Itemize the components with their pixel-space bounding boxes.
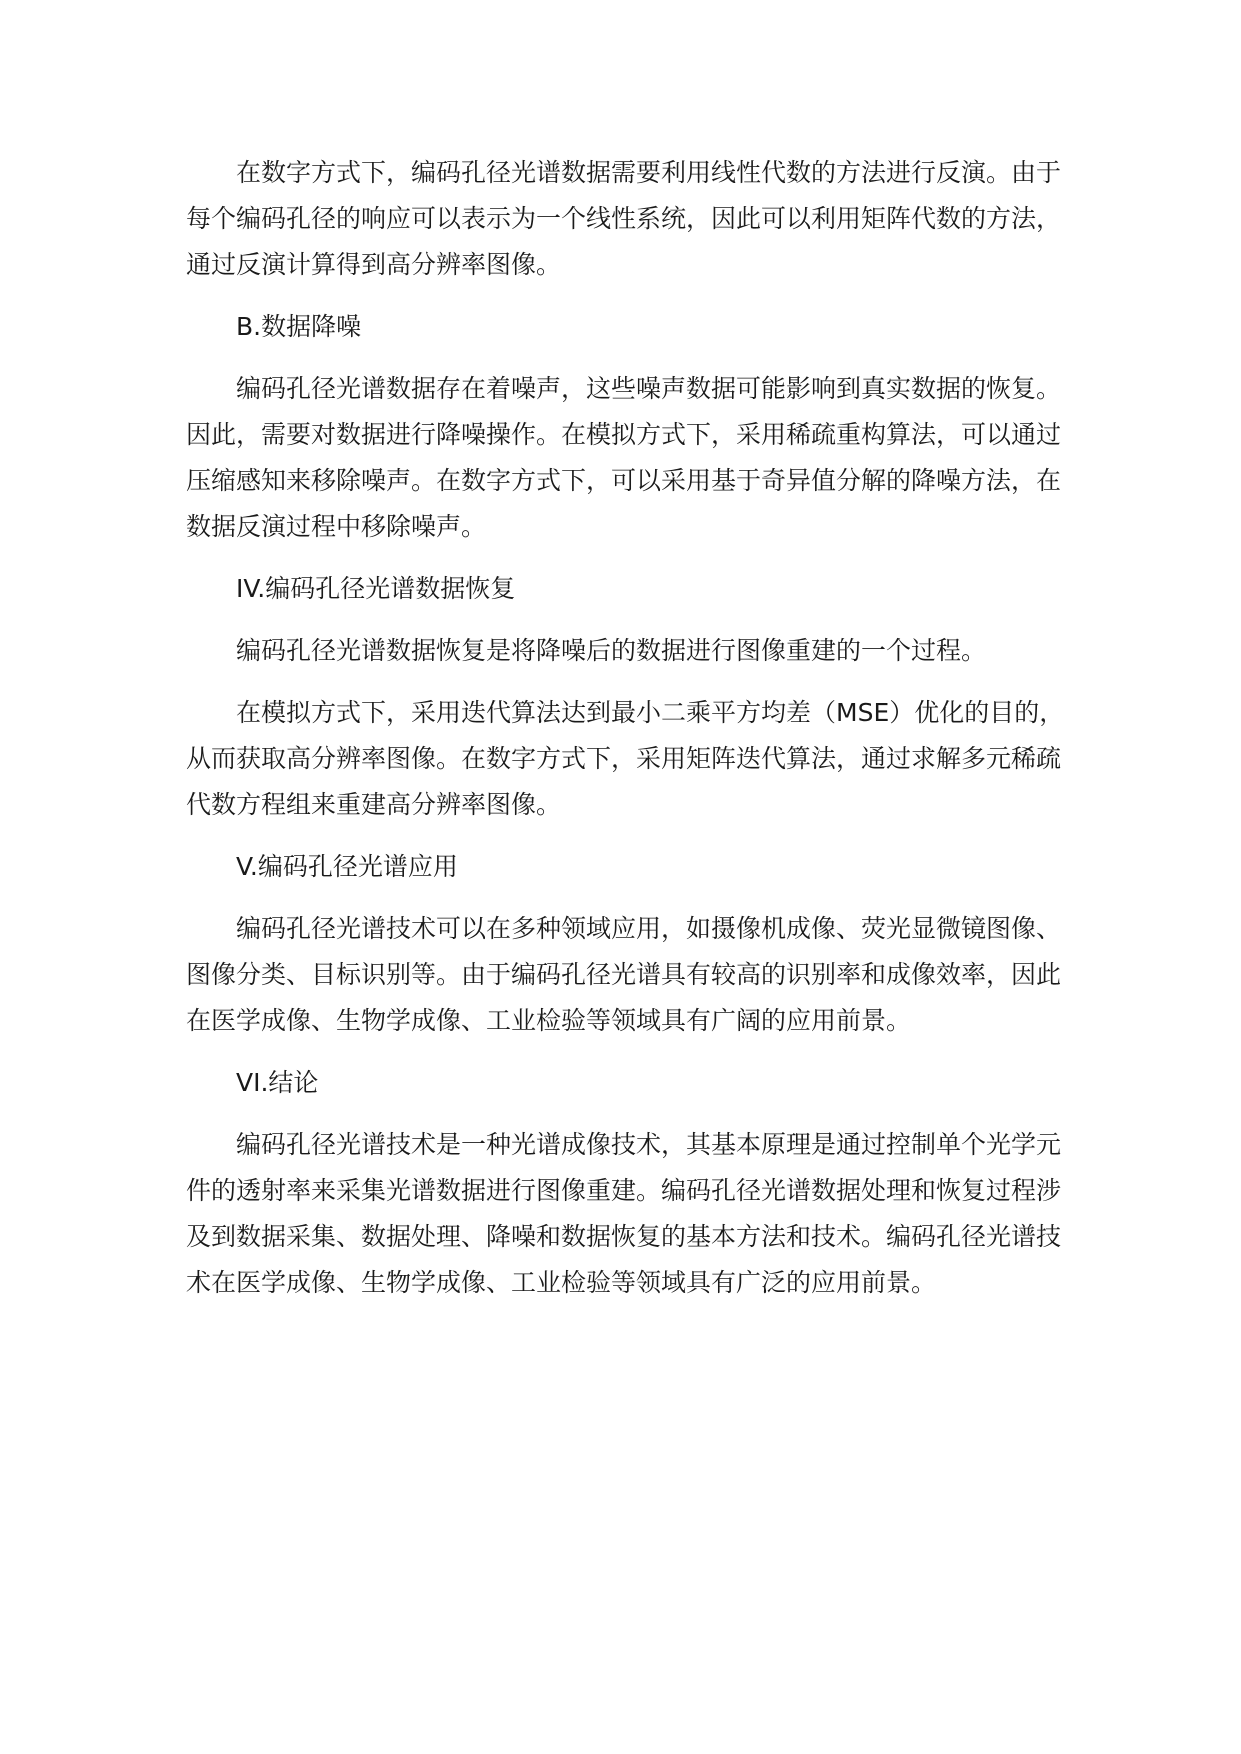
section-heading-conclusion: VI.结论 xyxy=(236,1068,319,1097)
section-heading-denoising: B.数据降噪 xyxy=(236,312,362,341)
paragraph-digital-inversion: 在数字方式下，编码孔径光谱数据需要利用线性代数的方法进行反演。由于每个编码孔径的响应可以表示为一个线性系统，因此可以利用矩阵代数的方法，通过反演计算得到高分辨率图像。 xyxy=(186,158,1062,279)
document-body xyxy=(186,150,1076,1322)
section-heading-applications: V.编码孔径光谱应用 xyxy=(236,852,458,881)
paragraph-denoising: 编码孔径光谱数据存在着噪声，这些噪声数据可能影响到真实数据的恢复。因此，需要对数据进行降噪操作。在模拟方式下，采用稀疏重构算法，可以通过压缩感知来移除噪声。在数字方式下，可以采用基于奇异值分解的降噪方法，在数据反演过程中移除噪声。 xyxy=(186,374,1062,541)
paragraph-conclusion: 编码孔径光谱技术是一种光谱成像技术，其基本原理是通过控制单个光学元件的透射率来采集光谱数据进行图像重建。编码孔径光谱数据处理和恢复过程涉及到数据采集、数据处理、降噪和数据恢复的基本方法和技术。编码孔径光谱技术在医学成像、生物学成像、工业检验等领域具有广泛的应用前景。 xyxy=(186,1130,1062,1297)
paragraph-recovery-methods: 在模拟方式下，采用迭代算法达到最小二乘平方均差（MSE）优化的目的，从而获取高分辨率图像。在数字方式下，采用矩阵迭代算法，通过求解多元稀疏代数方程组来重建高分辨率图像。 xyxy=(186,698,1065,819)
paragraph-recovery-intro: 编码孔径光谱数据恢复是将降噪后的数据进行图像重建的一个过程。 xyxy=(236,636,987,665)
section-heading-recovery: IV.编码孔径光谱数据恢复 xyxy=(236,574,516,603)
paragraph-applications: 编码孔径光谱技术可以在多种领域应用，如摄像机成像、荧光显微镜图像、图像分类、目标识别等。由于编码孔径光谱具有较高的识别率和成像效率，因此在医学成像、生物学成像、工业检验等领域具有广阔的应用前景。 xyxy=(186,914,1062,1035)
